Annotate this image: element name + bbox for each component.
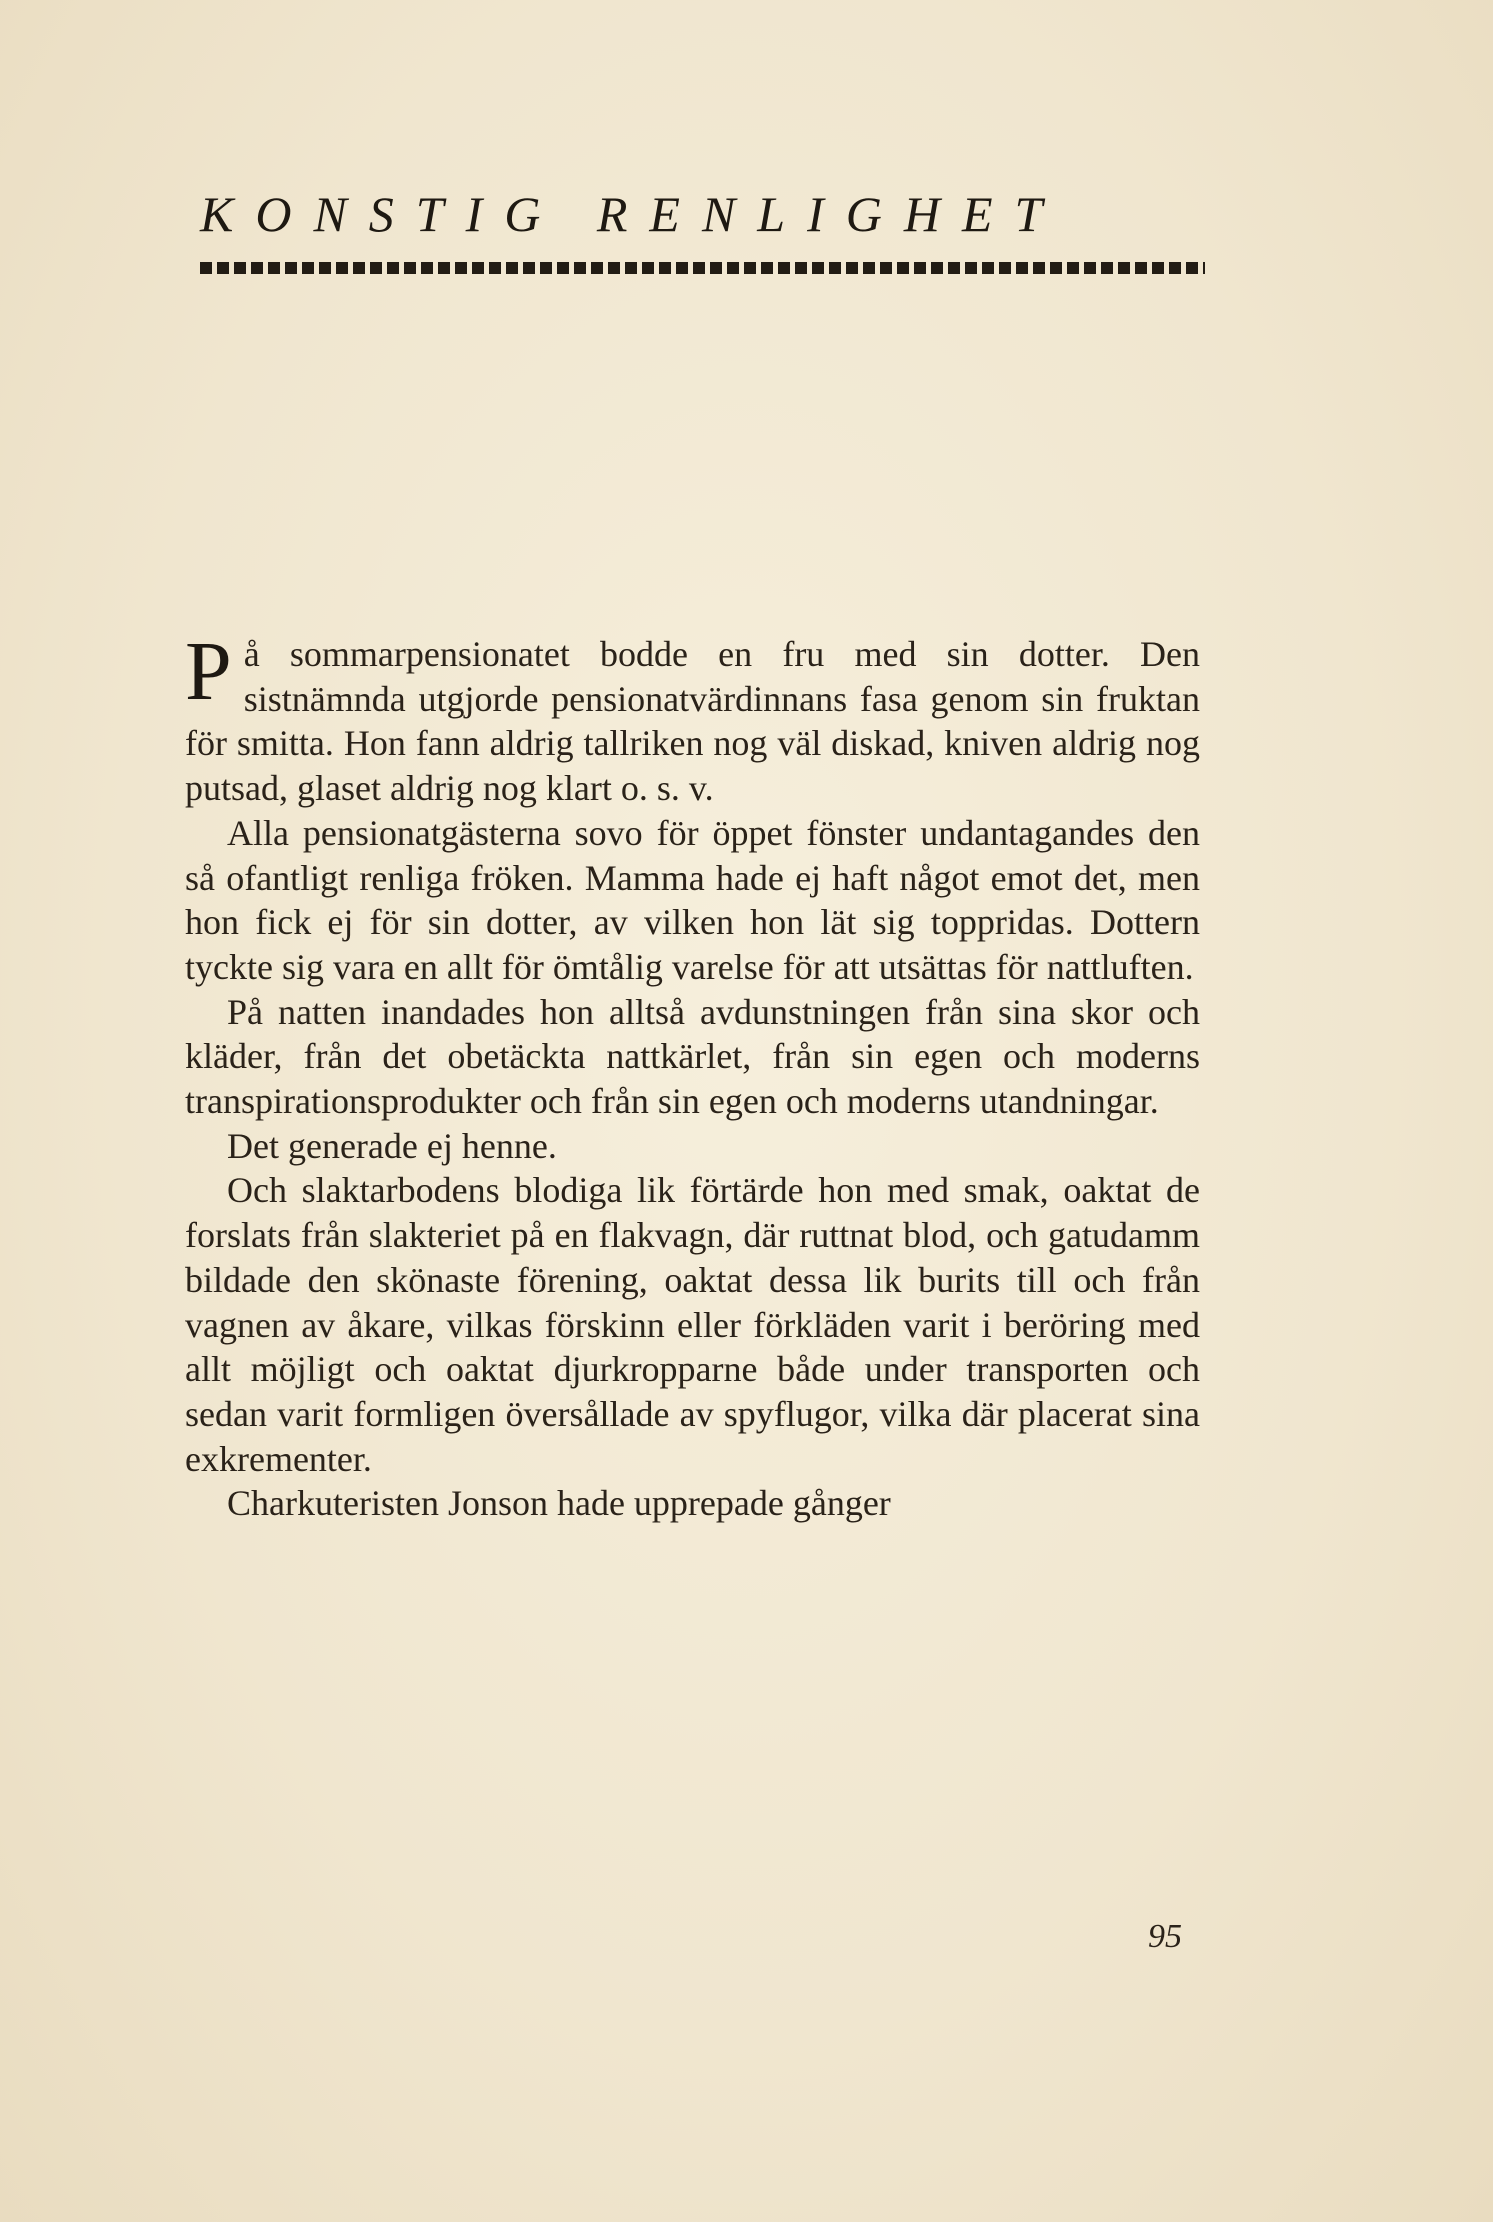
chapter-title: KONSTIG RENLIGHET — [200, 186, 1065, 242]
title-ornament-rule — [200, 262, 1205, 274]
drop-cap: P — [185, 625, 232, 718]
paragraph-1-text: å sommarpensionatet bodde en fru med sin dotter. Den sistnämnda utgjorde pensionatvärdinnans fasa genom sin fruktan för smitta. Hon fann aldrig tallriken nog väl diskad, kniven aldrig nog putsad, glaset aldrig nog klart o. s. v. — [185, 634, 1200, 809]
paragraph-2: Alla pensionatgästerna sovo för öppet fönster undantagandes den så ofantligt renliga fröken. Mamma hade ej haft något emot det, men hon fick ej för sin dotter, av vilken hon lät sig toppridas. Dottern tyckte sig vara en allt för ömtålig varelse för att utsättas för nattluften. — [185, 812, 1200, 987]
page-number: 95 — [1148, 1918, 1182, 1955]
paragraph-4: Det generade ej henne. — [227, 1125, 557, 1166]
paragraph-1 — [185, 625, 1200, 811]
paragraph-3: På natten inandades hon alltså avdunstningen från sina skor och kläder, från det obetäckta nattkärlet, från sin egen och moderns transpirationsprodukter och från sin egen och moderns utandningar. — [185, 991, 1200, 1122]
paragraph-5: Och slaktarbodens blodiga lik förtärde hon med smak, oaktat de forslats från slakteriet på en flakvagn, där ruttnat blod, och gatudamm bildade den skönaste förening, oaktat dessa lik burits till och från vagnen av åkare, vilkas förskinn eller förkläden varit i beröring med allt möjligt och oaktat djurkropparne både under transporten och sedan varit formligen översållade av spyflugor, vilka där placerat sina exkrementer. — [185, 1170, 1200, 1479]
paragraph-6: Charkuteristen Jonson hade upprepade gånger — [227, 1483, 891, 1524]
body-text — [185, 625, 1200, 1526]
